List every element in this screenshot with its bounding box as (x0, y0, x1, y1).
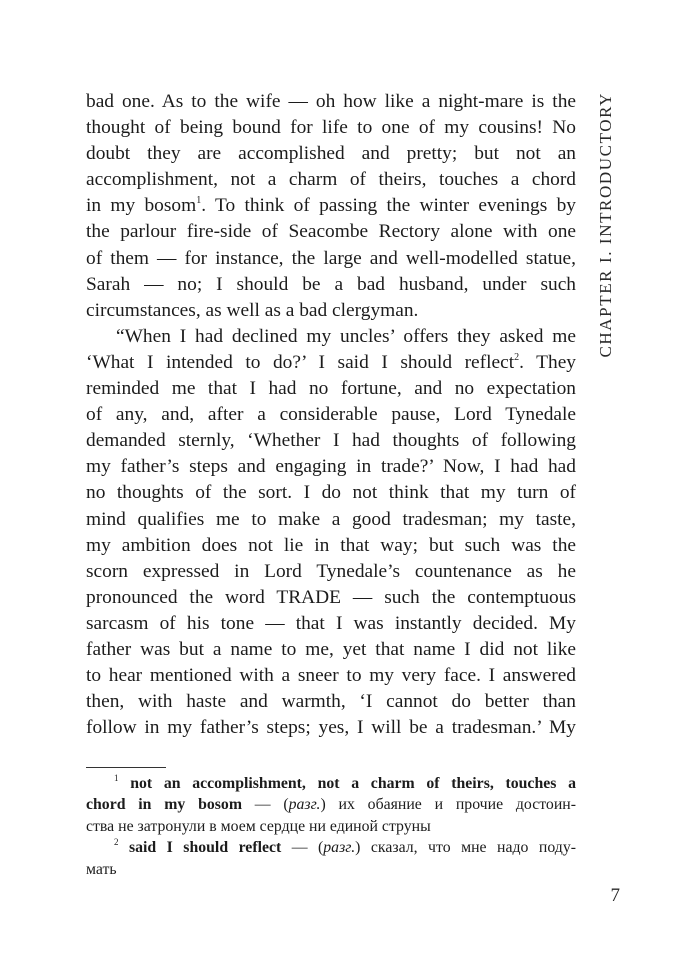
text-segment: ‘What I intended to do?’ I said I should reflect (86, 351, 515, 373)
footnote-line (86, 794, 576, 815)
footnote-dash: — ( (241, 796, 289, 814)
main-text (86, 89, 576, 741)
footnote-dash: — ( (281, 839, 324, 857)
text-segment: . They (519, 351, 576, 373)
text-line (86, 193, 576, 219)
footnote-ref-2[interactable]: 2 (514, 351, 520, 363)
text-line: “When I had declined my uncles’ offers they asked me (116, 325, 576, 347)
text-line: of them — for instance, the large and well-modelled statue, (86, 247, 576, 269)
text-line: thought of being bound for life to one of my cousins! No (86, 117, 576, 139)
text-line: accomplishment, not a charm of theirs, touches a chord (86, 169, 576, 191)
page-number: 7 (610, 885, 620, 906)
text-line: the parlour fire-side of Seacombe Rectory alone with one (86, 221, 576, 243)
text-line: follow in my father’s steps; yes, I will be a tradesman.’ My (86, 717, 576, 739)
footnote-line: ства не затронули в моем сердце ни единой струны (86, 817, 431, 835)
footnote-separator (86, 767, 166, 768)
footnote-translation: ) их обаяние и прочие достоин- (320, 796, 576, 814)
text-segment: in my bosom (86, 195, 197, 217)
running-head (582, 92, 630, 392)
text-line: doubt they are accomplished and pretty; but not an (86, 143, 576, 165)
text-line (86, 350, 576, 376)
text-line: circumstances, as well as a bad clergyman. (86, 299, 419, 321)
text-line: my father’s steps and engaging in trade?’ Now, I had had (86, 456, 576, 478)
text-line: scorn expressed in Lord Tynedale’s countenance as he (86, 560, 576, 582)
text-line: father was but a name to me, yet that name I did not like (86, 638, 576, 660)
footnote-term: said I should reflect (128, 839, 282, 857)
footnote-number: 1 (114, 773, 119, 783)
footnote-term: chord in my bosom (86, 796, 242, 814)
text-line: reminded me that I had no fortune, and no expectation (86, 378, 576, 400)
footnote-line: мать (86, 860, 117, 878)
footnote-1 (86, 773, 576, 794)
footnote-2 (86, 837, 576, 858)
text-line: then, with haste and warmth, ‘I cannot do better than (86, 691, 576, 713)
text-line: of any, and, after a considerable pause, Lord Tynedale (86, 404, 576, 426)
footnotes (86, 773, 576, 880)
footnote-abbr: разг. (323, 839, 356, 857)
chapter-title: CHAPTER I. INTRODUCTORY (596, 92, 615, 358)
footnote-abbr: разг. (288, 796, 321, 814)
text-line: demanded sternly, ‘Whether I had thoughts of following (86, 430, 576, 452)
text-line: mind qualifies me to make a good tradesman; my taste, (86, 508, 576, 530)
text-line: pronounced the word TRADE — such the contemptuous (86, 586, 576, 608)
text-segment: . To think of passing the winter evenings by (201, 195, 576, 217)
text-line: sarcasm of his tone — that I was instantly decided. My (86, 612, 576, 634)
footnote-ref-1[interactable]: 1 (196, 195, 202, 207)
text-line: my ambition does not lie in that way; but such was the (86, 534, 576, 556)
footnote-number: 2 (114, 837, 119, 848)
footnote-term: not an accomplishment, not a charm of theirs, touches a (130, 775, 576, 792)
text-line: to hear mentioned with a sneer to my very face. I answered (86, 665, 576, 687)
text-line: no thoughts of the sort. I do not think that my turn of (86, 482, 576, 504)
footnote-translation: ) сказал, что мне надо поду- (355, 839, 576, 857)
text-line: Sarah — no; I should be a bad husband, under such (86, 273, 576, 295)
text-line: bad one. As to the wife — oh how like a night-mare is the (86, 91, 576, 112)
